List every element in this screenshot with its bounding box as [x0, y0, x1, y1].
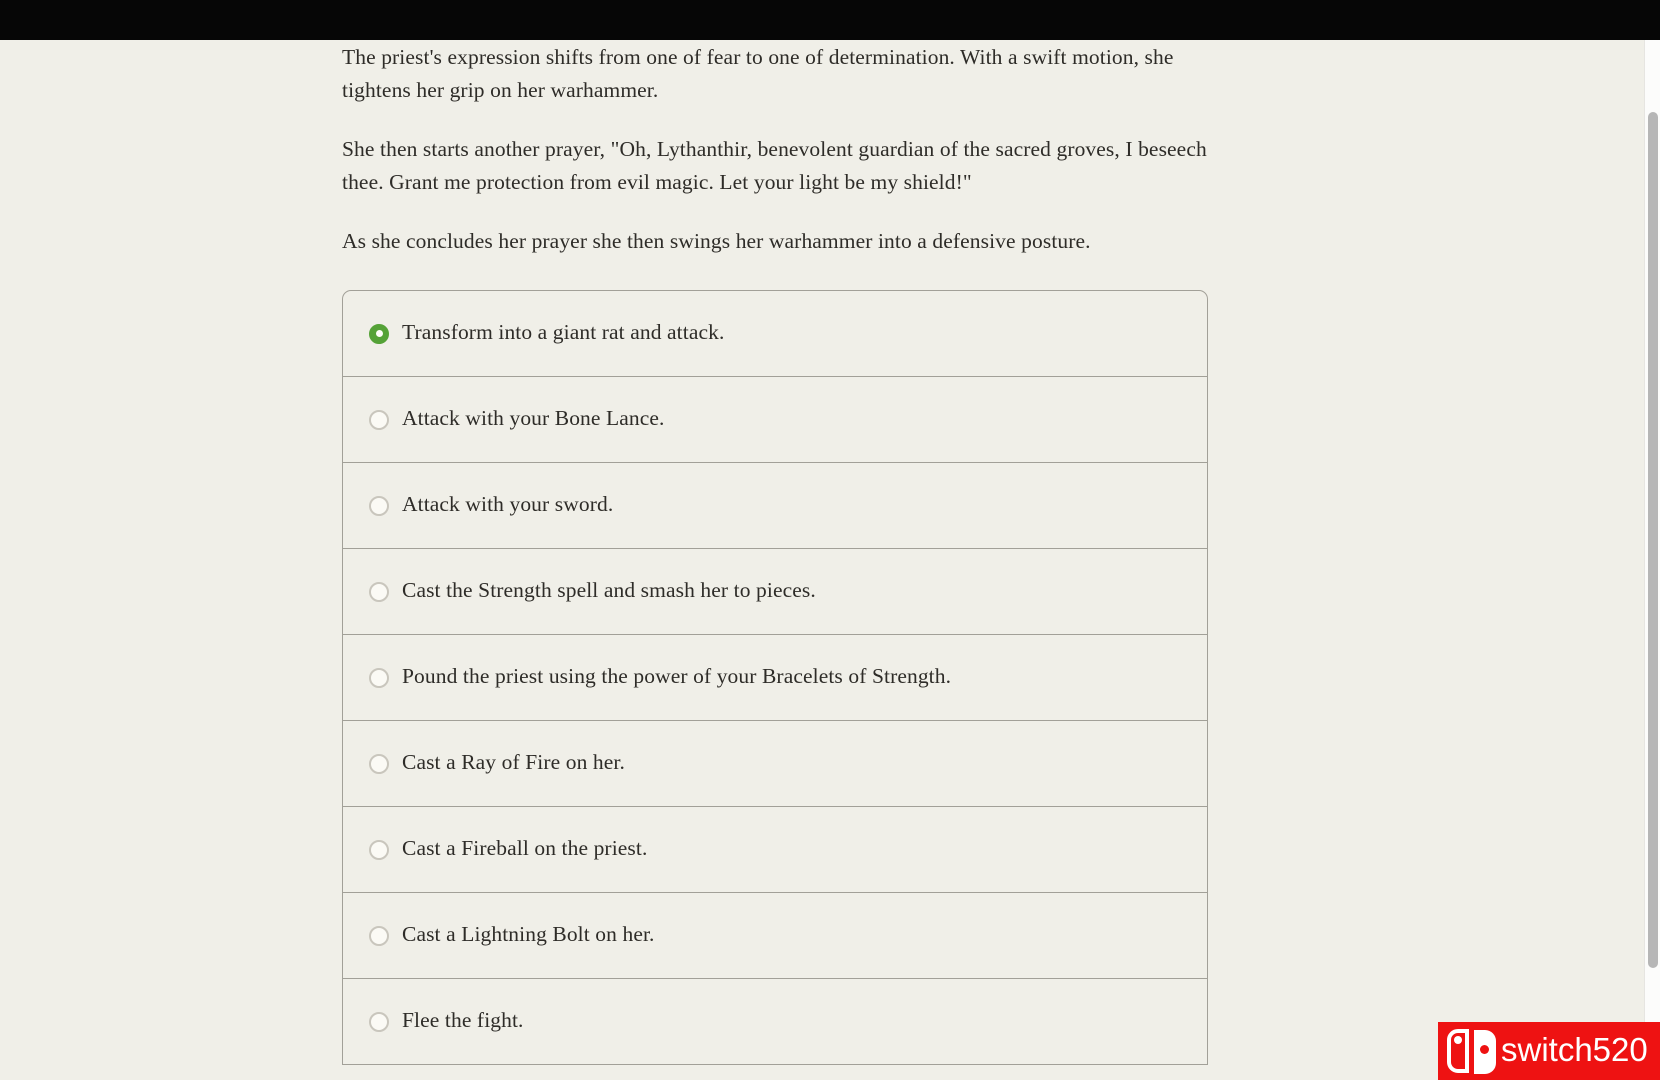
- choice-option-label: Cast a Ray of Fire on her.: [402, 749, 625, 774]
- scrollbar-thumb[interactable]: [1648, 112, 1658, 968]
- choice-option-label: Attack with your Bone Lance.: [402, 405, 665, 430]
- choice-option[interactable]: [342, 720, 1208, 807]
- story-paragraph: As she concludes her prayer she then swings her warhammer into a defensive posture.: [342, 229, 1091, 253]
- choice-option-label: Cast a Fireball on the priest.: [402, 835, 648, 860]
- joycon-right-icon: [1474, 1030, 1496, 1074]
- radio-button-icon[interactable]: [369, 496, 389, 516]
- choice-option[interactable]: [342, 978, 1208, 1065]
- story-paragraph: The priest's expression shifts from one of fear to one of determination. With a swift motion, she tightens her grip on her warhammer.: [342, 45, 1174, 102]
- top-black-bar: [0, 0, 1660, 40]
- story-text: [342, 40, 1208, 258]
- choice-option-label: Attack with your sword.: [402, 491, 614, 516]
- choice-option-label: Cast the Strength spell and smash her to pieces.: [402, 577, 816, 602]
- choice-option[interactable]: [342, 548, 1208, 635]
- radio-button-icon[interactable]: [369, 668, 389, 688]
- choice-option-label: Flee the fight.: [402, 1007, 524, 1032]
- choice-option[interactable]: [342, 634, 1208, 721]
- choice-option[interactable]: [342, 290, 1208, 377]
- choices-list: [342, 290, 1208, 1065]
- choice-option-label: Pound the priest using the power of your Bracelets of Strength.: [402, 663, 952, 688]
- watermark-label: switch520: [1501, 1031, 1648, 1068]
- joycon-left-icon: [1447, 1029, 1469, 1073]
- game-content: [342, 40, 1208, 1065]
- choice-option[interactable]: [342, 806, 1208, 893]
- choice-option[interactable]: [342, 892, 1208, 979]
- story-paragraph: She then starts another prayer, "Oh, Lythanthir, benevolent guardian of the sacred groves, I beseech thee. Grant me protection from evil magic. Let your light be my shield!": [342, 137, 1207, 194]
- radio-button-icon[interactable]: [369, 410, 389, 430]
- choice-option[interactable]: [342, 376, 1208, 463]
- radio-button-icon[interactable]: [369, 324, 389, 344]
- radio-button-icon[interactable]: [369, 1012, 389, 1032]
- radio-button-icon[interactable]: [369, 926, 389, 946]
- watermark-banner: [1438, 1022, 1660, 1080]
- scrollbar-track[interactable]: [1644, 40, 1660, 1080]
- choice-option-label: Transform into a giant rat and attack.: [402, 319, 725, 344]
- choice-option-label: Cast a Lightning Bolt on her.: [402, 921, 655, 946]
- nintendo-switch-icon: [1447, 1029, 1497, 1074]
- radio-button-icon[interactable]: [369, 582, 389, 602]
- radio-button-icon[interactable]: [369, 840, 389, 860]
- choice-option[interactable]: [342, 462, 1208, 549]
- radio-button-icon[interactable]: [369, 754, 389, 774]
